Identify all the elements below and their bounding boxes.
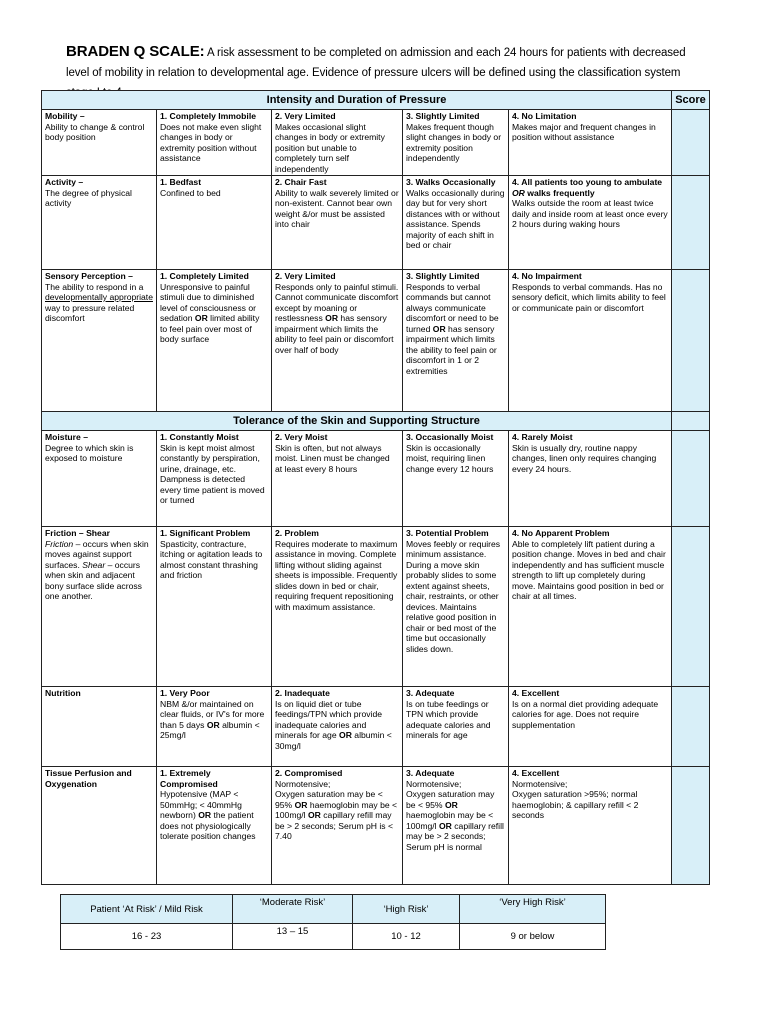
criterion-desc: Degree to which skin is exposed to moisture <box>45 442 134 463</box>
or-keyword: OR <box>294 799 308 810</box>
friction-level-3 <box>403 527 509 687</box>
row-friction <box>42 527 710 687</box>
criterion-name: Activity – <box>45 177 84 187</box>
level-desc: Skin is usually dry, routine nappy changes, linen only requires changing every 24 hours. <box>512 442 657 474</box>
level-title: 3. Potential Problem <box>406 528 489 538</box>
score-cell-mobility[interactable] <box>672 110 710 176</box>
level-title: 3. Slightly Limited <box>406 271 480 281</box>
level-title: 4. Rarely Moist <box>512 432 573 442</box>
level-title: 1. Constantly Moist <box>160 432 239 442</box>
moisture-level-3 <box>403 431 509 527</box>
friction-level-1 <box>157 527 272 687</box>
level-desc: Ability to walk severely limited or non-existent. Cannot bear own weight &/or must be assisted into chair <box>275 187 399 229</box>
mobility-level-1 <box>157 110 272 176</box>
level-desc: Walks occasionally during day but for very short distances with or without assistance. Spends majority of each shift in bed or chair <box>406 187 505 250</box>
row-activity <box>42 176 710 270</box>
nutrition-level-1 <box>157 687 272 767</box>
level-title: 2. Problem <box>275 528 319 538</box>
level-desc: the patient does not physiologically tolerate position changes <box>160 810 256 841</box>
risk-label-mild: Patient ‘At Risk’ / Mild Risk <box>61 895 233 924</box>
score-header: Score <box>672 91 710 110</box>
level-desc: has sensory impairment which limits the ability to feel pain or discomfort over half of body <box>275 313 394 355</box>
nutrition-level-2 <box>272 687 403 767</box>
criterion-name: Moisture – <box>45 432 88 442</box>
level-desc: Confined to bed <box>160 187 221 198</box>
level-title: 2. Very Limited <box>275 271 336 281</box>
level-title-part: 4. All patients too young to ambulate <box>512 177 663 187</box>
level-desc: Responds only to painful stimuli. Cannot communicate discomfort except by moaning or restlessness <box>275 281 399 323</box>
risk-values-row <box>61 924 606 950</box>
or-keyword: OR <box>438 820 452 831</box>
moisture-level-1 <box>157 431 272 527</box>
level-title: 2. Very Limited <box>275 111 336 121</box>
level-desc: Is on a normal diet providing adequate calories for age. Does not require supplementation <box>512 698 659 730</box>
mobility-level-2 <box>272 110 403 176</box>
friction-term: Friction <box>45 538 74 549</box>
braden-table <box>41 90 710 885</box>
sensory-level-1 <box>157 270 272 412</box>
criterion-moisture <box>42 431 157 527</box>
or-keyword: OR <box>512 187 525 198</box>
row-mobility <box>42 110 710 176</box>
level-desc: Oxygen saturation may be < 95% <box>406 789 495 810</box>
shear-term: Shear <box>82 559 106 570</box>
level-title: 3. Walks Occasionally <box>406 177 496 187</box>
level-desc: Makes major and frequent changes in position without assistance <box>512 121 656 142</box>
criterion-desc: – occurs when skin and adjacent bony surface slide across one another. <box>45 559 142 601</box>
level-title: 2. Compromised <box>275 768 343 778</box>
level-desc: Skin is kept moist almost constantly by perspiration, urine, drainage, etc. Dampness is detected every time patient is moved or turned <box>160 442 265 505</box>
criterion-activity <box>42 176 157 270</box>
or-keyword: OR <box>307 810 321 820</box>
level-title: 4. Excellent <box>512 768 560 778</box>
level-desc: albumin < 30mg/l <box>275 730 392 751</box>
level-title: 1. Extremely Compromised <box>160 768 218 789</box>
level-desc: Spasticity, contracture, itching or agitation leads to almost constant thrashing and friction <box>160 538 263 580</box>
risk-labels-row <box>61 895 606 924</box>
level-title: 3. Slightly Limited <box>406 111 480 121</box>
score-cell-moisture[interactable] <box>672 431 710 527</box>
criterion-name: Sensory Perception – <box>45 271 133 281</box>
risk-label-moderate: ‘Moderate Risk’ <box>233 895 353 924</box>
level-desc: haemoglobin may be < 100mg/l <box>406 810 494 831</box>
score-cell-sensory[interactable] <box>672 270 710 412</box>
level-desc: Normotensive; <box>512 778 568 789</box>
criterion-name: Mobility – <box>45 111 85 121</box>
section-header-skin <box>42 412 710 431</box>
level-title: 1. Significant Problem <box>160 528 251 538</box>
level-desc: Makes frequent though slight changes in body or extremity position independently <box>406 121 502 163</box>
title-colon: : <box>199 43 205 60</box>
desc-part: way to pressure related discomfort <box>45 302 135 323</box>
or-keyword: OR <box>206 719 220 730</box>
friction-level-2 <box>272 527 403 687</box>
level-desc: capillary refill may be > 2 seconds; Serum pH is < 7.40 <box>275 810 393 841</box>
criterion-tissue-perfusion <box>42 767 157 885</box>
activity-level-2 <box>272 176 403 270</box>
row-nutrition <box>42 687 710 767</box>
section-title-pressure: Intensity and Duration of Pressure <box>42 91 672 110</box>
moisture-level-4 <box>509 431 672 527</box>
score-cell-friction[interactable] <box>672 527 710 687</box>
score-cell-tissue[interactable] <box>672 767 710 885</box>
activity-level-4 <box>509 176 672 270</box>
scale-description: A risk assessment to be completed on admission and each 24 hours for patients with decreased level of mobility in relation to developmental age. Evidence of pressure ulcers will be defined using the classification system <box>66 47 686 79</box>
level-desc: Oxygen saturation may be < 95% <box>275 789 383 810</box>
level-desc: Responds to verbal commands. Has no sensory deficit, which limits ability to feel or communicate pain or discomfort <box>512 281 666 313</box>
level-title: 3. Adequate <box>406 768 455 778</box>
level-title: 1. Very Poor <box>160 688 210 698</box>
level-desc: capillary refill may be > 2 seconds; Serum pH is normal <box>406 820 504 852</box>
criterion-friction <box>42 527 157 687</box>
level-desc: Is on tube feedings or TPN which provide adequate calories and minerals for age <box>406 698 491 740</box>
level-title: 3. Adequate <box>406 688 455 698</box>
level-title: 2. Chair Fast <box>275 177 327 187</box>
risk-label-very-high: ‘Very High Risk’ <box>460 895 606 924</box>
risk-legend-table <box>60 894 606 950</box>
level-desc: Responds to verbal commands but cannot always communicate discomfort or need to be turned <box>406 281 499 334</box>
level-desc: Requires moderate to maximum assistance in moving. Complete lifting without sliding against sheets is impossible. Frequently slides down in bed or chair, requiring frequent repositioning with maximum assistance. <box>275 538 398 612</box>
risk-value-moderate: 13 – 15 <box>233 924 353 950</box>
moisture-level-2 <box>272 431 403 527</box>
level-desc: Skin is occasionally moist, requiring linen change every 12 hours <box>406 442 494 474</box>
level-title: 4. Excellent <box>512 688 560 698</box>
or-keyword: OR <box>339 730 352 740</box>
criterion-desc <box>45 282 153 324</box>
or-keyword: OR <box>444 799 458 810</box>
criterion-name: Friction – Shear <box>45 528 110 538</box>
level-title: 1. Completely Limited <box>160 271 249 281</box>
level-title: 2. Very Moist <box>275 432 328 442</box>
activity-level-1 <box>157 176 272 270</box>
tissue-level-4 <box>509 767 672 885</box>
nutrition-level-4 <box>509 687 672 767</box>
tissue-level-1 <box>157 767 272 885</box>
friction-level-4 <box>509 527 672 687</box>
criterion-desc: Ability to change & control body position <box>45 121 145 142</box>
criterion-sensory <box>42 270 157 412</box>
level-title-part: walks frequently <box>527 187 595 198</box>
mobility-level-4 <box>509 110 672 176</box>
mobility-level-3 <box>403 110 509 176</box>
sensory-level-2 <box>272 270 403 412</box>
criterion-mobility <box>42 110 157 176</box>
level-desc: Skin is often, but not always moist. Linen must be changed at least every 8 hours <box>275 442 390 474</box>
criterion-name: Tissue Perfusion and Oxygenation <box>45 768 132 789</box>
level-title: 1. Bedfast <box>160 177 202 187</box>
level-title: 4. No Impairment <box>512 271 582 281</box>
risk-label-high: ‘High Risk’ <box>353 895 460 924</box>
level-desc: Normotensive; <box>406 778 462 789</box>
level-desc: Makes occasional slight changes in body or extremity position but unable to completely turn self independently <box>275 121 385 174</box>
level-desc: haemoglobin may be < 100mg/l <box>275 799 398 820</box>
section-header-pressure <box>42 91 710 110</box>
level-desc: has sensory impairment which limits the ability to feel pain or discomfort in 1 or 2 extremities <box>406 323 497 376</box>
level-title: 4. No Limitation <box>512 111 577 121</box>
level-desc: Unresponsive to painful stimuli due to diminished level of consciousness or sedation <box>160 281 257 323</box>
score-cell-nutrition[interactable] <box>672 687 710 767</box>
desc-part: The ability to respond in a <box>45 281 144 292</box>
risk-value-mild: 16 - 23 <box>61 924 233 950</box>
desc-underlined: developmentally appropriate <box>45 292 153 302</box>
nutrition-level-3 <box>403 687 509 767</box>
level-desc: Moves feebly or requires minimum assistance. During a move skin probably slides to some extent against sheets, chair, restraints, or other devices. Maintains relative good position in chair or bed most of the time but occasionally slides down. <box>406 538 501 654</box>
tissue-level-3 <box>403 767 509 885</box>
level-desc: Is on liquid diet or tube feedings/TPN which provide inadequate calories and minerals for age <box>275 698 382 740</box>
section-title-skin: Tolerance of the Skin and Supporting Structure <box>42 412 672 431</box>
or-keyword: OR <box>432 323 446 334</box>
row-sensory <box>42 270 710 412</box>
level-desc: Oxygen saturation >95%; normal haemoglobin; & capillary refill < 2 seconds <box>512 789 639 820</box>
or-keyword: OR <box>325 313 339 323</box>
level-desc: Does not make even slight changes in body or extremity position without assistance <box>160 121 262 163</box>
section-score-blank <box>672 412 710 431</box>
activity-level-3 <box>403 176 509 270</box>
or-keyword: OR <box>194 313 208 323</box>
level-desc: NBM &/or maintained on clear fluids, or IV's for more than 5 days <box>160 698 265 730</box>
risk-value-very-high: 9 or below <box>460 924 606 950</box>
level-title: 2. Inadequate <box>275 688 330 698</box>
criterion-desc: – occurs when skin moves against support surfaces. <box>45 538 149 570</box>
criterion-nutrition <box>42 687 157 767</box>
level-title: 4. No Apparent Problem <box>512 528 610 538</box>
row-moisture <box>42 431 710 527</box>
tissue-level-2 <box>272 767 403 885</box>
or-keyword: OR <box>198 810 212 820</box>
scale-name: BRADEN Q SCALE <box>66 43 200 60</box>
level-desc: Able to completely lift patient during a position change. Moves in bed and chair independently and has sufficient muscle strength to lift up completely during move. Maintains good position in bed or chair at all times. <box>512 538 666 601</box>
level-title: 3. Occasionally Moist <box>406 432 494 442</box>
level-title: 1. Completely Immobile <box>160 111 256 121</box>
sensory-level-4 <box>509 270 672 412</box>
level-desc: limited ability to feel pain over most of body surface <box>160 313 260 344</box>
score-cell-activity[interactable] <box>672 176 710 270</box>
level-desc: Normotensive; <box>275 778 331 789</box>
level-desc: Walks outside the room at least twice daily and inside room at least once every 2 hours during waking hours <box>512 198 668 229</box>
criterion-desc: The degree of physical activity <box>45 187 132 208</box>
row-tissue-perfusion <box>42 767 710 885</box>
level-title <box>512 177 668 198</box>
risk-value-high: 10 - 12 <box>353 924 460 950</box>
level-desc: albumin < 25mg/l <box>160 719 260 740</box>
criterion-name: Nutrition <box>45 688 81 698</box>
sensory-level-3 <box>403 270 509 412</box>
level-desc: Hypotensive (MAP < 50mmHg; < 40mmHg newborn) <box>160 789 242 820</box>
